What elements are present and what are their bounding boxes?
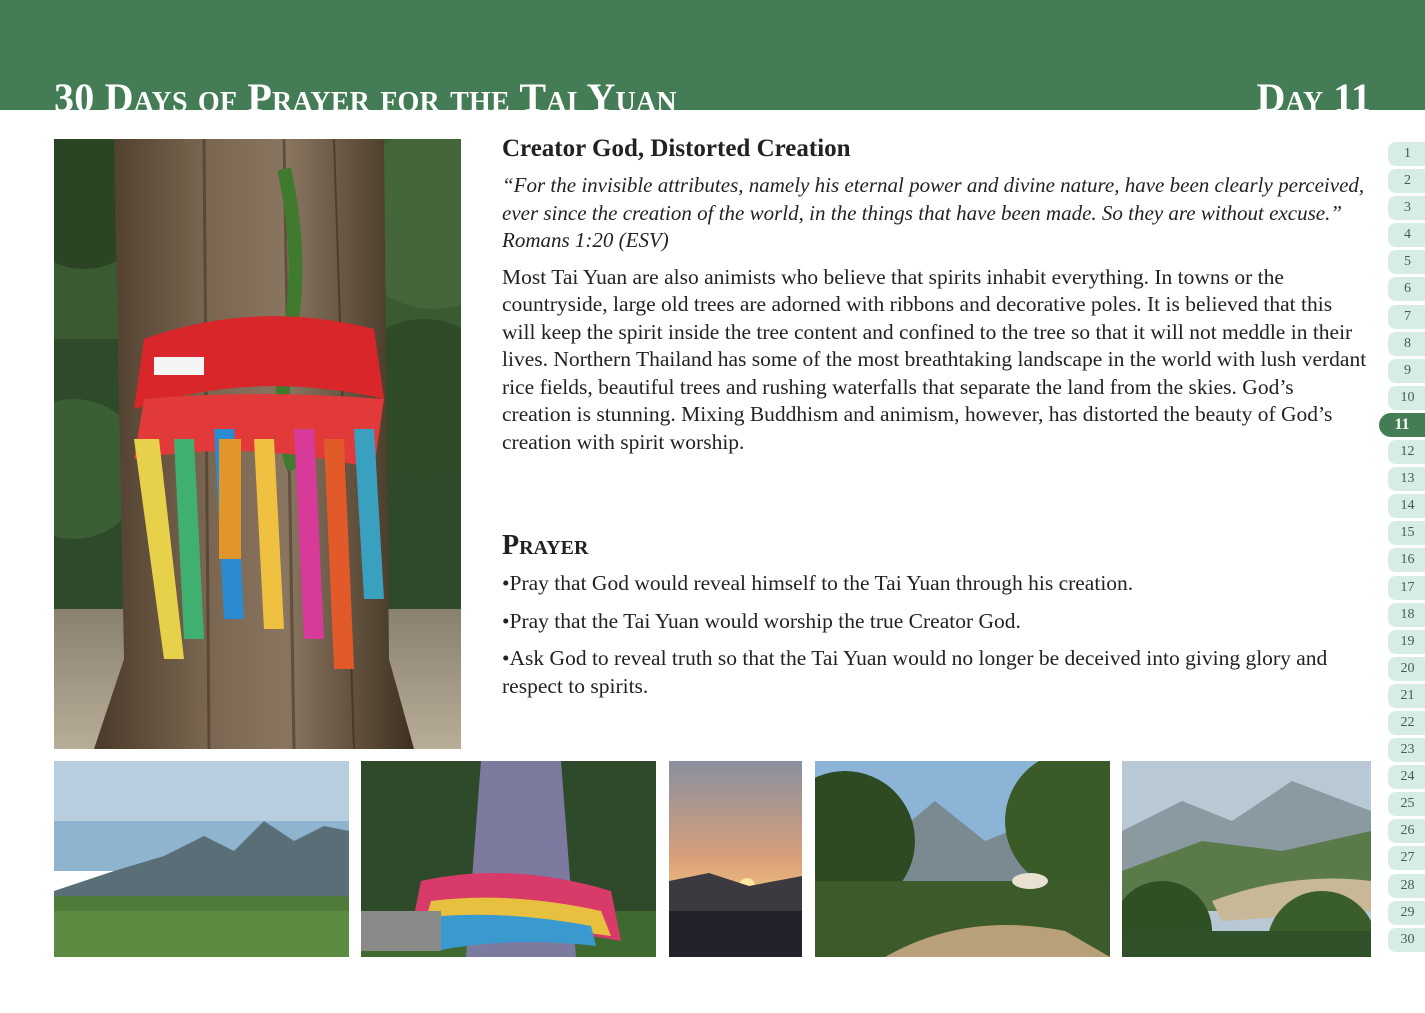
day-tab-28[interactable]: 28 — [1388, 874, 1425, 898]
day-tab-3[interactable]: 3 — [1388, 196, 1425, 220]
day-tab-5[interactable]: 5 — [1388, 250, 1425, 274]
day-tab-24[interactable]: 24 — [1388, 765, 1425, 789]
river-valley-photo — [1122, 761, 1371, 957]
page-title: 30 Days of Prayer for the Tai Yuan — [54, 75, 677, 110]
main-content — [502, 130, 1368, 456]
spirit-tree-photo — [54, 139, 461, 749]
section-title: Creator God, Distorted Creation — [502, 135, 851, 162]
day-tab-29[interactable]: 29 — [1388, 901, 1425, 925]
body-paragraph: Most Tai Yuan are also animists who believe that spirits inhabit everything. In towns or the countryside, large old trees are adorned with ribbons and decorative poles. It is believed that this will keep the spirit inside the tree content and confined to the tree so that it will not meddle in their lives. Northern Thailand has some of the most breathtaking landscape in the world with lush verdant rice fields, beautiful trees and rushing waterfalls that separate the land from the skies. God’s creation is stunning. Mixing Buddhism and animism, however, has distorted the beauty of God’s creation with spirit worship. — [502, 264, 1367, 454]
day-tab-1[interactable]: 1 — [1388, 142, 1425, 166]
day-tab-25[interactable]: 25 — [1388, 792, 1425, 816]
rice-field-mountains-photo — [54, 761, 349, 957]
day-tab-12[interactable]: 12 — [1388, 440, 1425, 464]
day-tab-10[interactable]: 10 — [1388, 386, 1425, 410]
day-tab-16[interactable]: 16 — [1388, 548, 1425, 572]
day-tab-6[interactable]: 6 — [1388, 277, 1425, 301]
day-tab-21[interactable]: 21 — [1388, 684, 1425, 708]
prayer-list — [502, 570, 1368, 710]
scripture-quote: “For the invisible attributes, namely his eternal power and divine nature, have been clearly perceived, ever since the creation of the world, in the things that have been made. So they are without excuse.” Romans 1:20 (ESV) — [502, 173, 1365, 252]
day-tab-26[interactable]: 26 — [1388, 819, 1425, 843]
day-tab-23[interactable]: 23 — [1388, 738, 1425, 762]
day-tab-14[interactable]: 14 — [1388, 494, 1425, 518]
day-tab-22[interactable]: 22 — [1388, 711, 1425, 735]
prayer-item: •Pray that the Tai Yuan would worship the true Creator God. — [502, 608, 1021, 633]
prayer-item: •Ask God to reveal truth so that the Tai Yuan would no longer be deceived into giving glory and respect to spirits. — [502, 646, 1328, 698]
day-tab-7[interactable]: 7 — [1388, 305, 1425, 329]
day-tab-15[interactable]: 15 — [1388, 521, 1425, 545]
day-tab-20[interactable]: 20 — [1388, 657, 1425, 681]
village-road-photo — [815, 761, 1110, 957]
day-label: Day 11 — [1256, 75, 1371, 110]
day-tab-17[interactable]: 17 — [1388, 576, 1425, 600]
ribbon-tree-photo — [361, 761, 656, 957]
day-tab-27[interactable]: 27 — [1388, 846, 1425, 870]
day-tabs — [1388, 142, 1425, 955]
day-tab-2[interactable]: 2 — [1388, 169, 1425, 193]
page-header — [0, 0, 1425, 110]
sunset-photo — [669, 761, 802, 957]
day-tab-18[interactable]: 18 — [1388, 603, 1425, 627]
prayer-heading: Prayer — [502, 530, 589, 561]
day-tab-30[interactable]: 30 — [1388, 928, 1425, 952]
day-tab-8[interactable]: 8 — [1388, 332, 1425, 356]
prayer-item: •Pray that God would reveal himself to the Tai Yuan through his creation. — [502, 571, 1134, 595]
day-tab-4[interactable]: 4 — [1388, 223, 1425, 247]
day-tab-13[interactable]: 13 — [1388, 467, 1425, 491]
day-tab-9[interactable]: 9 — [1388, 359, 1425, 383]
day-tab-11[interactable]: 11 — [1379, 413, 1425, 437]
day-tab-19[interactable]: 19 — [1388, 630, 1425, 654]
